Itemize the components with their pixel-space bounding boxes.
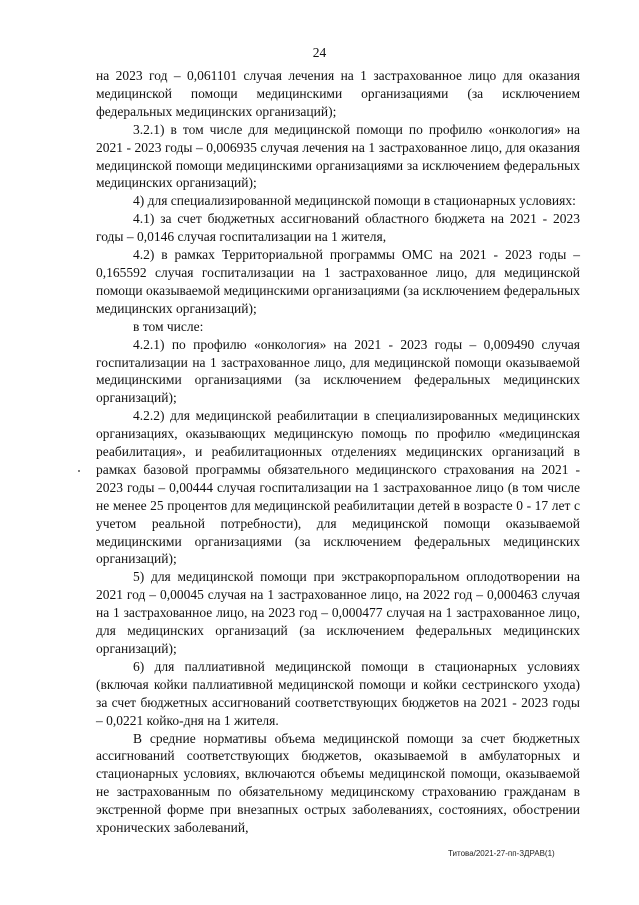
- page-number: 24: [312, 45, 327, 60]
- document-body: [96, 67, 580, 837]
- scan-speck: [78, 470, 80, 472]
- paragraph: 4.2.2) для медицинской реабилитации в специализированных медицинских организациях, оказывающих медицинскую помощь по профилю «медицинская реабилитация», и реабилитационных отделениях медицинских организаций в рамках базовой программы обязательного медицинского страхования на 2021 - 2023 годы – 0,00444 случая госпитализации на 1 застрахованное лицо (в том числе не менее 25 процентов для медицинской реабилитации детей в возрасте 0 - 17 лет с учетом реальной потребности), для медицинской помощи оказываемой медицинскими организациями (за исключением федеральных медицинских организаций);: [96, 408, 580, 567]
- paragraph: на 2023 год – 0,061101 случая лечения на 1 застрахованное лицо для оказания медицинской помощи медицинскими организациями (за исключением федеральных медицинских организаций);: [96, 68, 580, 119]
- paragraph: 5) для медицинской помощи при экстракорпоральном оплодотворении на 2021 год – 0,00045 случая на 1 застрахованное лицо, на 2022 год – 0,000463 случая на 1 застрахованное лицо, на 2023 год – 0,000477 случая на 1 застрахованное лицо, для медицинских организаций (за исключением федеральных медицинских организаций);: [96, 569, 580, 656]
- paragraph: 4.2.1) по профилю «онкология» на 2021 - 2023 годы – 0,009490 случая госпитализации на 1 застрахованное лицо, для медицинской помощи оказываемой медицинскими организациями (за исключением федеральных медицинских организаций);: [96, 336, 580, 406]
- paragraph: В средние нормативы объема медицинской помощи за счет бюджетных ассигнований соответствующих бюджетов, оказываемой в амбулаторных и стационарных условиях, включаются объемы медицинской помощи, оказываемой не застрахованным по обязательному медицинскому страхованию гражданам в экстренной форме при внезапных острых заболеваниях, состояниях, обострении хронических заболеваний,: [96, 730, 580, 836]
- paragraph: 4.2) в рамках Территориальной программы ОМС на 2021 - 2023 годы – 0,165592 случая госпитализации на 1 застрахованное лицо, для медицинской помощи оказываемой медицинскими организациями (за исключением федеральных медицинских организаций);: [96, 247, 580, 316]
- paragraph: 4) для специализированной медицинской помощи в стационарных условиях:: [133, 193, 576, 209]
- footer-document-code: Титова/2021-27-пп-ЗДРАВ(1): [448, 849, 555, 858]
- paragraph: 6) для паллиативной медицинской помощи в стационарных условиях (включая койки паллиативной медицинской помощи и койки сестринского ухода) за счет бюджетных ассигнований соответствующих бюджетов на 2021 - 2023 годы – 0,0221 койко-дня на 1 жителя.: [96, 658, 580, 728]
- paragraph: 3.2.1) в том числе для медицинской помощи по профилю «онкология» на 2021 - 2023 годы – 0,006935 случая лечения на 1 застрахованное лицо, для оказания медицинской помощи медицинскими организациями за исключением федеральных медицинских организаций);: [96, 121, 580, 191]
- paragraph: в том числе:: [133, 318, 204, 334]
- paragraph: 4.1) за счет бюджетных ассигнований областного бюджета на 2021 - 2023 годы – 0,0146 случая госпитализации на 1 жителя,: [96, 211, 580, 245]
